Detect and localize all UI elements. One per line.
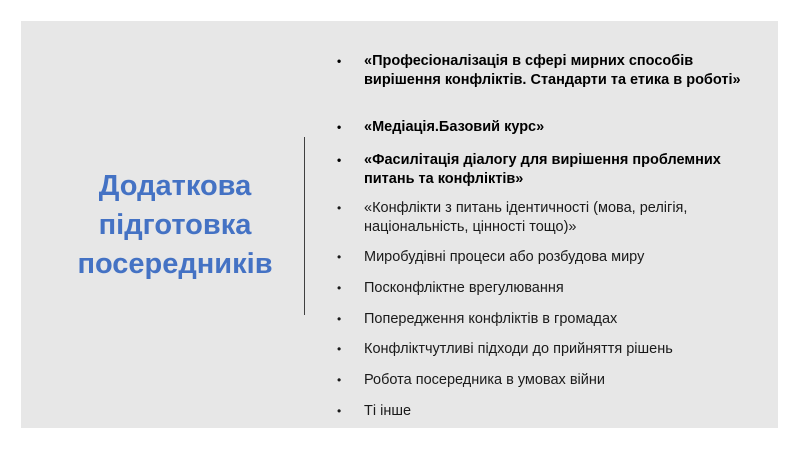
bullet-icon: •	[337, 281, 342, 295]
bullet-icon: •	[337, 250, 342, 264]
list-item-text: «Фасилітація діалогу для вирішення проблемних питань та конфліктів»	[364, 152, 721, 187]
bullet-icon: •	[337, 373, 342, 387]
title-line-3: посередників	[77, 248, 273, 280]
title-line-2: підготовка	[98, 209, 252, 241]
list-item-text: Посконфліктне врегулювання	[364, 280, 564, 296]
slide-title	[59, 167, 291, 284]
list-item-text: Миробудівні процеси або розбудова миру	[364, 249, 645, 265]
bullet-icon: •	[337, 342, 342, 356]
list-item-text: Ті інше	[364, 403, 412, 419]
list-item-text: «Конфлікти з питань ідентичності (мова, релігія, національність, цінності тощо)»	[364, 200, 688, 235]
bullet-icon: •	[337, 120, 342, 134]
vertical-divider	[304, 137, 305, 315]
bullet-icon: •	[337, 404, 342, 418]
list-item-text: Попередження конфліктів в громадах	[364, 311, 618, 327]
list-item-text: «Медіація.Базовий курс»	[364, 119, 545, 135]
bullet-icon: •	[337, 153, 342, 167]
title-line-1: Додаткова	[98, 170, 252, 202]
slide	[21, 21, 778, 428]
bullet-icon: •	[337, 201, 342, 215]
list-item-text: Конфліктчутливі підходи до прийняття рішень	[364, 341, 673, 357]
list-item-text: «Професіоналізація в сфері мирних способів вирішення конфліктів. Стандарти та етика в роботі»	[364, 53, 741, 88]
list-item-text: Робота посередника в умовах війни	[364, 372, 605, 388]
bullet-icon: •	[337, 54, 342, 68]
bullet-icon: •	[337, 312, 342, 326]
